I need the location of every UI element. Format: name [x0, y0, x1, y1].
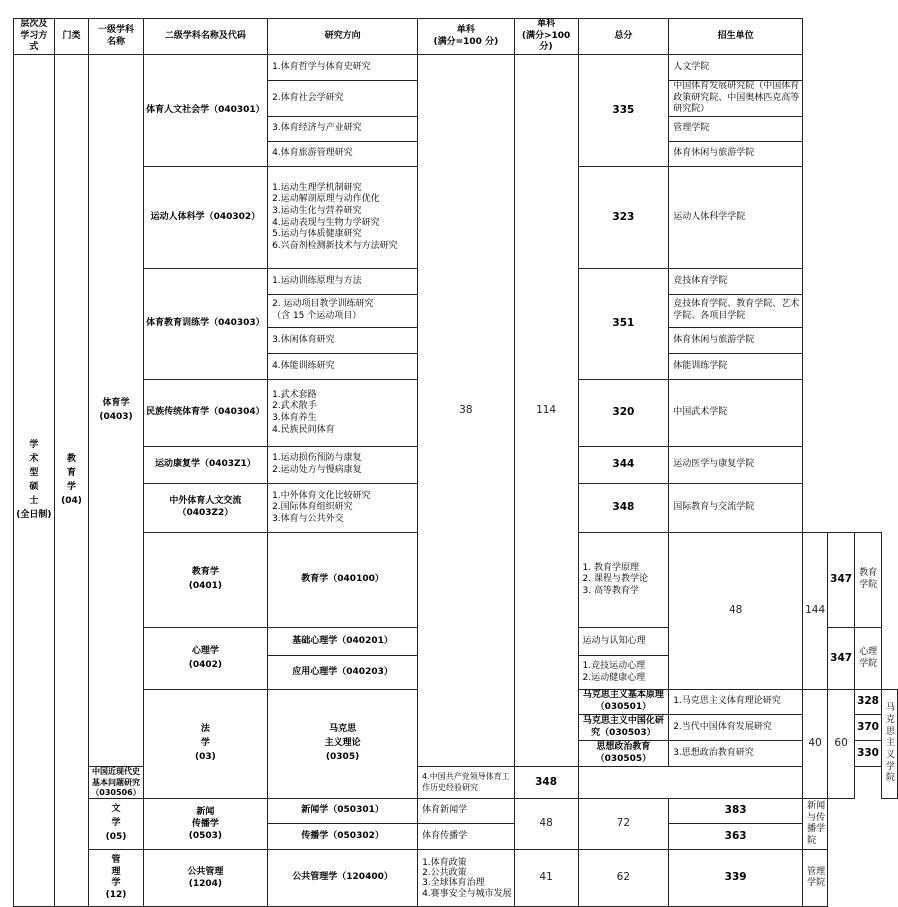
- second-discipline-name: 教育学（040100）: [268, 533, 418, 628]
- header-single-over-100: 单科 (满分>100 分): [514, 19, 578, 55]
- research-item: 1.体育政策: [422, 857, 467, 868]
- category-management: 管 理 学 (12): [89, 850, 143, 907]
- total-score: 320: [578, 380, 669, 447]
- research-item: 3.全球体育治理: [422, 878, 485, 889]
- research-item: 2.武术散手: [272, 401, 317, 412]
- research-item: 1.竞技运动心理: [582, 660, 646, 671]
- first-journalism: 新闻 传播学 (0503): [143, 799, 267, 850]
- research-item: 4.赛事安全与城市发展: [422, 888, 512, 899]
- research-list: [578, 656, 669, 690]
- second-discipline-name: 马克思主义中国化研究（030503）: [578, 715, 669, 741]
- research-item: 1.体育哲学与体育史研究: [268, 55, 418, 81]
- second-discipline-name: 中国近现代史基本问题研究（030506）: [89, 767, 143, 799]
- level-cell: 学 术 型 硕 士 (全日制): [14, 55, 55, 907]
- research-item: 6.兴奋剂检测新技术与方法研究: [272, 241, 398, 251]
- category-literature: 文 学 (05): [89, 799, 143, 850]
- research-item: 4.体育旅游管理研究: [268, 142, 418, 167]
- research-list: [418, 850, 515, 907]
- category-law: 法 学 (03): [143, 690, 267, 799]
- unit-name: 竞技体育学院、教育学院、艺术学院、各项目学院: [669, 295, 803, 328]
- research-item: 2.运动健康心理: [582, 672, 646, 683]
- research-item: 2.运动解剖原理与动作优化: [272, 194, 380, 205]
- research-item: 1.武术套路: [272, 389, 317, 400]
- total-score: 328: [855, 690, 882, 715]
- single-score-over-100: 72: [578, 799, 669, 850]
- research-item: 4.体能训练研究: [268, 354, 418, 380]
- research-item: 4.运动表现与生物力学研究: [272, 217, 380, 228]
- first-sport: 体育学 (0403): [89, 55, 143, 767]
- unit-name: 新闻与传播学院: [803, 799, 828, 850]
- total-score: 363: [669, 824, 803, 850]
- header-row: [14, 19, 898, 55]
- single-score-over-100: 144: [803, 533, 828, 690]
- unit-name: 教育学院: [855, 533, 882, 628]
- single-score-over-100: 114: [514, 55, 578, 767]
- total-score: 383: [669, 799, 803, 824]
- research-item: 2. 课程与教学论: [582, 574, 648, 585]
- research-item: 3.休闲体育研究: [268, 328, 418, 354]
- research-item: 2.当代中国体育发展研究: [669, 715, 803, 741]
- second-discipline-name: 新闻学（050301）: [268, 799, 418, 824]
- unit-name: 中国武术学院: [669, 380, 803, 447]
- total-score: 370: [855, 715, 882, 741]
- research-item: 2.体育社会学研究: [268, 81, 418, 117]
- single-score-over-100: 62: [578, 850, 669, 907]
- research-item: 4.民族民间体育: [272, 424, 335, 435]
- second-discipline-name: 传播学（050302）: [268, 824, 418, 850]
- research-item: 3.体育经济与产业研究: [268, 117, 418, 142]
- research-item: 1.运动训练原理与方法: [268, 269, 418, 295]
- research-item: 2.国际体育组织研究: [272, 502, 353, 513]
- single-score-over-100: 60: [828, 690, 855, 799]
- second-discipline-name: 应用心理学（040203）: [268, 656, 418, 690]
- unit-name: 国际教育与交流学院: [669, 484, 803, 533]
- research-item: 3.运动生化与营养研究: [272, 205, 362, 216]
- unit-name: 运动人体科学学院: [669, 167, 803, 269]
- header-first-discipline: 一级学科 名称: [89, 19, 143, 55]
- header-total: 总分: [578, 19, 669, 55]
- research-list: [268, 167, 418, 269]
- unit-name: 运动医学与康复学院: [669, 447, 803, 484]
- research-item: 3.体育养生: [272, 413, 317, 424]
- research-item: 2. 运动项目教学训练研究 （含 15 个运动项目）: [268, 295, 418, 328]
- unit-name: 管理学院: [803, 850, 828, 907]
- second-discipline-name: 马克思主义基本原理（030501）: [578, 690, 669, 715]
- second-discipline-name: 体育人文社会学（040301）: [143, 55, 267, 167]
- unit-name: 马克思主义学院: [881, 690, 897, 799]
- total-score: 339: [669, 850, 803, 907]
- unit-name: 竞技体育学院: [669, 269, 803, 295]
- research-item: 体育传播学: [418, 824, 515, 850]
- total-score: 323: [578, 167, 669, 269]
- research-list: [268, 447, 418, 484]
- research-item: 2.公共政策: [422, 867, 467, 878]
- single-score-100: 40: [803, 690, 828, 799]
- second-discipline-name: 基础心理学（040201）: [268, 628, 418, 656]
- unit-name: 体育休闲与旅游学院: [669, 142, 803, 167]
- first-marxism: 马克思 主义理论 (0305): [268, 690, 418, 799]
- research-item: 1. 教育学原理: [582, 562, 639, 573]
- research-item: 3.体育与公共外交: [272, 513, 344, 524]
- total-score: 335: [578, 55, 669, 167]
- research-item: 1.运动生理学机制研究: [272, 182, 362, 193]
- header-second-discipline: 二级学科名称及代码: [143, 19, 267, 55]
- single-score-100: 41: [514, 850, 578, 907]
- header-level: 层次及 学习方式: [14, 19, 55, 55]
- second-discipline-name: 中外体育人文交流（0403Z2）: [143, 484, 267, 533]
- total-score: 347: [828, 628, 855, 690]
- admission-score-table: [13, 18, 898, 907]
- header-research: 研究方向: [268, 19, 418, 55]
- header-single-100: 单科 (满分=100 分): [418, 19, 515, 55]
- second-discipline-name: 思想政治教育（030505）: [578, 741, 669, 767]
- research-list: [268, 380, 418, 447]
- research-item: 3.思想政治教育研究: [669, 741, 803, 767]
- single-score-100: 48: [514, 799, 578, 850]
- total-score: 330: [855, 741, 882, 767]
- research-item: 5.运动与体质健康研究: [272, 229, 362, 240]
- research-item: 1.马克思主义体育理论研究: [669, 690, 803, 715]
- second-discipline-name: 运动康复学（0403Z1）: [143, 447, 267, 484]
- total-score: 348: [514, 767, 578, 799]
- second-discipline-name: 公共管理学（120400）: [268, 850, 418, 907]
- header-unit: 招生单位: [669, 19, 803, 55]
- unit-name: 人文学院: [669, 55, 803, 81]
- unit-name: 中国体育发展研究院（中国体育政策研究院、中国奥林匹克高等研究院）: [669, 81, 803, 117]
- total-score: 351: [578, 269, 669, 380]
- research-list: [578, 533, 669, 628]
- research-item: 4.中国共产党领导体育工作历史经验研究: [418, 767, 515, 799]
- total-score: 348: [578, 484, 669, 533]
- total-score: 344: [578, 447, 669, 484]
- first-psychology: 心理学 (0402): [143, 628, 267, 690]
- research-item: 2.运动处方与慢病康复: [272, 465, 362, 476]
- unit-name: 体育休闲与旅游学院: [669, 328, 803, 354]
- unit-name: 管理学院: [669, 117, 803, 142]
- total-score: 347: [828, 533, 855, 628]
- research-item: 1.中外体育文化比较研究: [272, 490, 371, 501]
- research-list: [268, 484, 418, 533]
- unit-name: 体能训练学院: [669, 354, 803, 380]
- research-item: 1.运动损伤预防与康复: [272, 453, 362, 464]
- unit-name: 心理学院: [855, 628, 882, 690]
- second-discipline-name: 体育教育训练学（040303）: [143, 269, 267, 380]
- single-score-100: 48: [669, 533, 803, 690]
- single-score-100: 38: [418, 55, 515, 767]
- header-category: 门类: [54, 19, 88, 55]
- research-item: 运动与认知心理: [578, 628, 669, 656]
- second-discipline-name: 民族传统体育学（040304）: [143, 380, 267, 447]
- first-public-admin: 公共管理 (1204): [143, 850, 267, 907]
- first-education: 教育学 (0401): [143, 533, 267, 628]
- research-item: 体育新闻学: [418, 799, 515, 824]
- category-education: 教 育 学 (04): [54, 55, 88, 907]
- research-item: 3. 高等教育学: [582, 585, 639, 596]
- second-discipline-name: 运动人体科学（040302）: [143, 167, 267, 269]
